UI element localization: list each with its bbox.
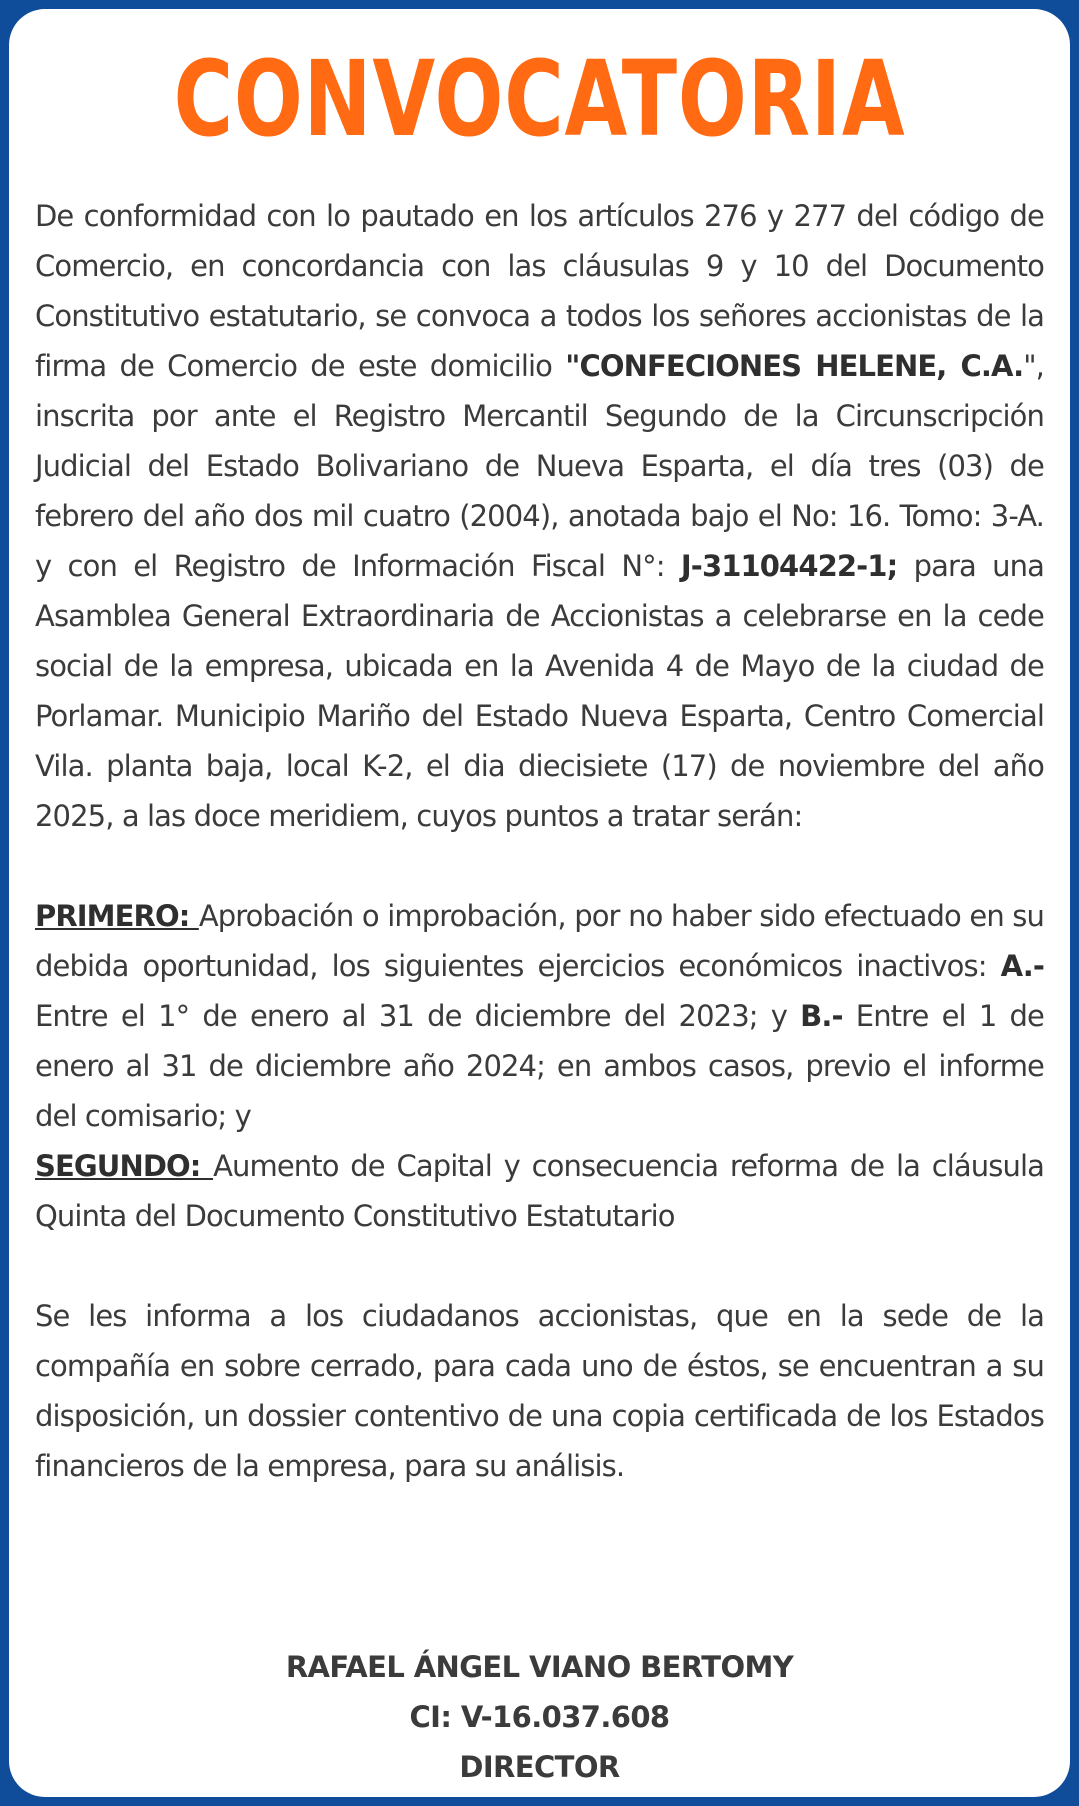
primero-text-1: Aprobación o improbación, por no haber sido efectuado en su debida oportunidad, los siguientes ejercicios económicos inactivos: [35,899,1044,983]
primero-text-2: Entre el 1° de enero al 31 de diciembre del 2023; y [35,999,801,1033]
intro-text-2: ", inscrita por ante el Registro Mercantil Segundo de la Circunscripción Judicial del Estado Bolivariano de Nueva Esparta, el día tres (03) de febrero del año dos mil cuatro (2004), anotada bajo el No: 16. Tomo: 3-A. y con el Registro de Información Fiscal N°: [35,349,1044,583]
signature-block [9,1642,1070,1792]
notice-card [9,9,1070,1797]
segundo-text: Aumento de Capital y consecuencia reforma de la cláusula Quinta del Documento Constitutivo Estatutario [35,1149,1044,1233]
segundo-label: SEGUNDO: [35,1149,214,1183]
segundo-paragraph [35,1141,1044,1241]
intro-text-3: para una Asamblea General Extraordinaria de Accionistas a celebrarse en la cede social de la empresa, ubicada en la Avenida 4 de Mayo de la ciudad de Porlamar. Municipio Mariño del Estado Nueva Esparta, Centro Comercial Vila. planta baja, local K-2, el dia diecisiete (17) de noviembre del año 2025, a las doce meridiem, cuyos puntos a tratar serán: [35,549,1044,833]
signer-role: DIRECTOR [459,1750,620,1784]
notice-body [35,191,1044,1491]
item-b-label: B.- [800,999,843,1033]
intro-paragraph [35,191,1044,841]
spacer [35,1241,1044,1291]
notice-title: CONVOCATORIA [173,38,906,160]
spacer [35,841,1044,891]
primero-paragraph [35,891,1044,1141]
primero-text-3: Entre el 1 de enero al 31 de diciembre año 2024; en ambos casos, previo el informe del comisario; y [35,999,1044,1133]
closing-paragraph: Se les informa a los ciudadanos accionistas, que en la sede de la compañía en sobre cerrado, para cada uno de éstos, se encuentran a su disposición, un dossier contentivo de una copia certificada de los Estados financieros de la empresa, para su análisis. [35,1299,1044,1483]
signer-ci: CI: V-16.037.608 [409,1700,670,1734]
item-a-label: A.- [1000,949,1044,983]
primero-label: PRIMERO: [35,899,199,933]
signer-name: RAFAEL ÁNGEL VIANO BERTOMY [285,1650,794,1684]
intro-text-1: De conformidad con lo pautado en los artículos 276 y 277 del código de Comercio, en concordancia con las cláusulas 9 y 10 del Documento Constitutivo estatutario, se convoca a todos los señores accionistas de la firma de Comercio de este domicilio [35,199,1044,383]
company-quote: " [565,349,580,383]
rif-number: J-31104422-1; [680,549,898,583]
company-name: CONFECIONES HELENE, C.A. [579,349,1024,383]
